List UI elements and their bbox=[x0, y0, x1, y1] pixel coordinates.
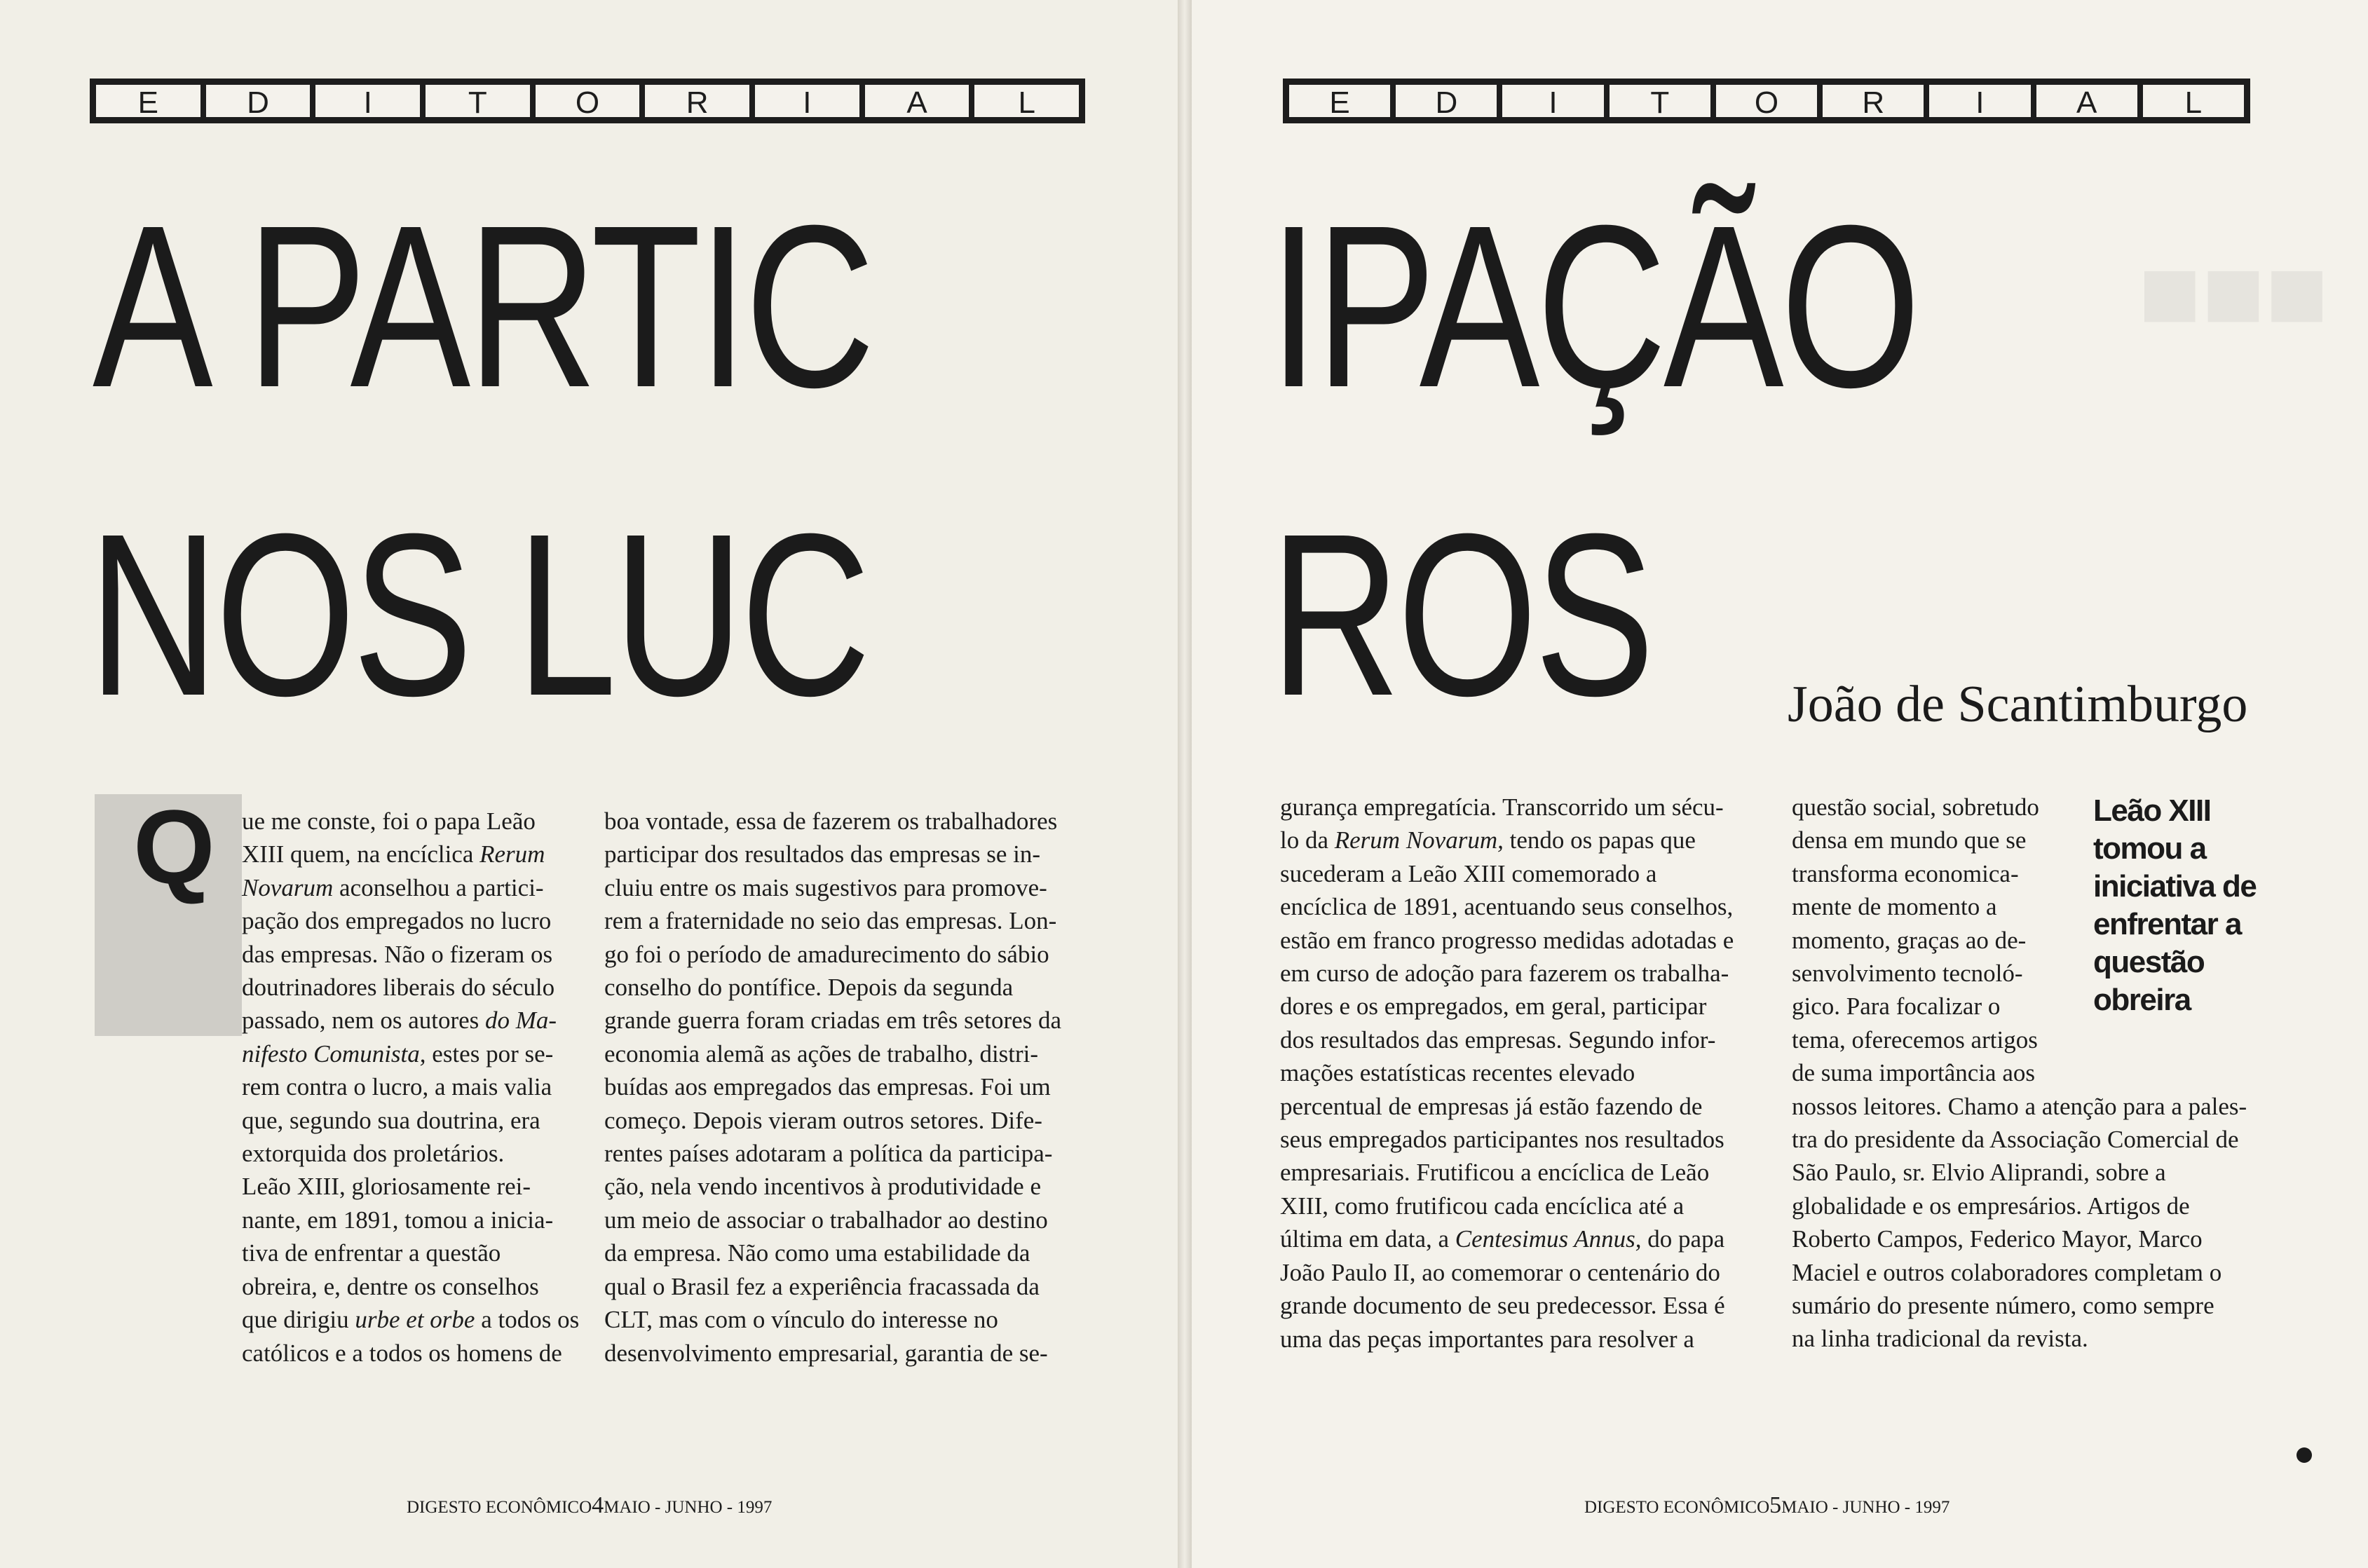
right-page bbox=[1192, 0, 2368, 1568]
text-line: passado, nem os autores do Ma- bbox=[242, 1007, 557, 1035]
issue-date: MAIO - JUNHO - 1997 bbox=[604, 1498, 773, 1517]
text-line: tema, oferecemos artigos bbox=[1792, 1025, 2038, 1054]
text-line: última em data, a Centesimus Annus, do papa bbox=[1280, 1225, 1725, 1253]
banner-letter: L bbox=[2143, 85, 2244, 117]
headline-line-2-left: NOS LUC bbox=[88, 485, 868, 744]
text-line: densa em mundo que se bbox=[1792, 826, 2027, 854]
text-line: Leão XIII, gloriosamente rei- bbox=[242, 1173, 531, 1201]
text-line: dos resultados das empresas. Segundo infor- bbox=[1280, 1025, 1716, 1054]
text-line: go foi o período de amadurecimento do sábio bbox=[604, 940, 1049, 968]
pull-quote-line: enfrentar a bbox=[2093, 907, 2241, 941]
text-line: grande guerra foram criadas em três setores da bbox=[604, 1007, 1062, 1035]
pull-quote bbox=[2093, 792, 2275, 1019]
pull-quote-line: questão bbox=[2093, 945, 2205, 979]
pull-quote-line: obreira bbox=[2093, 983, 2191, 1017]
headline-line-1-left: A PARTIC bbox=[93, 177, 872, 435]
text-line: qual o Brasil fez a experiência fracassada da bbox=[604, 1272, 1040, 1300]
text-line: João Paulo II, ao comemorar o centenário do bbox=[1280, 1258, 1720, 1286]
text-line: percentual de empresas já estão fazendo de bbox=[1280, 1092, 1703, 1120]
text-line: mente de momento a bbox=[1792, 893, 1997, 921]
text-line: economia alemã as ações de trabalho, distri- bbox=[604, 1039, 1039, 1068]
text-line: começo. Depois vieram outros setores. Dife- bbox=[604, 1106, 1042, 1134]
text-line: questão social, sobretudo bbox=[1792, 793, 2039, 821]
headline-line-1-right: IPAÇÃO bbox=[1269, 177, 1918, 435]
banner-letter: I bbox=[1929, 85, 2030, 117]
pull-quote-line: Leão XIII bbox=[2093, 793, 2211, 828]
text-line: globalidade e os empresários. Artigos de bbox=[1792, 1192, 2190, 1220]
banner-letter: D bbox=[1396, 85, 1497, 117]
text-line: buídas aos empregados das empresas. Foi um bbox=[604, 1073, 1051, 1101]
text-line: gurança empregatícia. Transcorrido um sécu- bbox=[1280, 793, 1724, 821]
text-line: seus empregados participantes nos resultados bbox=[1280, 1126, 1724, 1154]
end-of-article-bullet-icon bbox=[2296, 1447, 2312, 1463]
text-line: tiva de enfrentar a questão bbox=[242, 1239, 501, 1267]
text-line: empresariais. Frutificou a encíclica de Leão bbox=[1280, 1159, 1710, 1187]
banner-letter: D bbox=[206, 85, 311, 117]
text-line: nossos leitores. Chamo a atenção para a pales- bbox=[1792, 1092, 2247, 1120]
banner-letter: O bbox=[1716, 85, 1817, 117]
text-line: em curso de adoção para fazerem os trabalha- bbox=[1280, 960, 1729, 988]
text-line: extorquida dos proletários. bbox=[242, 1140, 505, 1168]
editorial-banner-right bbox=[1283, 79, 2250, 123]
publication-name: DIGESTO ECONÔMICO bbox=[407, 1498, 592, 1517]
banner-letter: I bbox=[315, 85, 420, 117]
banner-letter: A bbox=[865, 85, 969, 117]
banner-letter: R bbox=[645, 85, 749, 117]
text-line: momento, graças ao de- bbox=[1792, 926, 2027, 954]
page-number: 5 bbox=[1769, 1492, 1782, 1518]
text-line: XIII quem, na encíclica Rerum bbox=[242, 840, 545, 868]
left-column-2 bbox=[604, 805, 1091, 1370]
text-line: que, segundo sua doutrina, era bbox=[242, 1106, 540, 1134]
text-line: senvolvimento tecnoló- bbox=[1792, 960, 2023, 988]
text-line: das empresas. Não o fizeram os bbox=[242, 940, 553, 968]
text-line: dores e os empregados, em geral, participar bbox=[1280, 993, 1707, 1021]
text-line: na linha tradicional da revista. bbox=[1792, 1325, 2088, 1353]
text-line: pação dos empregados no lucro bbox=[242, 907, 552, 935]
text-line: tra do presidente da Associação Comercial de bbox=[1792, 1126, 2239, 1153]
page-footer-right bbox=[1584, 1493, 1949, 1520]
text-line: lo da Rerum Novarum, tendo os papas que bbox=[1280, 826, 1696, 854]
headline-line-2-right: ROS bbox=[1270, 485, 1652, 744]
editorial-banner-left bbox=[90, 79, 1085, 123]
issue-date: MAIO - JUNHO - 1997 bbox=[1781, 1498, 1950, 1517]
text-line: São Paulo, sr. Elvio Aliprandi, sobre a bbox=[1792, 1159, 2166, 1187]
text-line: sucederam a Leão XIII comemorado a bbox=[1280, 859, 1657, 887]
pull-quote-line: iniciativa de bbox=[2093, 869, 2257, 904]
show-through-texture: ■■■ bbox=[2138, 233, 2329, 350]
text-line: transforma economica- bbox=[1792, 859, 2019, 887]
text-line: gico. Para focalizar o bbox=[1792, 993, 2001, 1021]
text-line: ue me conste, foi o papa Leão bbox=[242, 807, 536, 835]
banner-letter: R bbox=[1823, 85, 1924, 117]
banner-letter: T bbox=[426, 85, 530, 117]
text-line: sumário do presente número, como sempre bbox=[1792, 1292, 2214, 1320]
text-line: desenvolvimento empresarial, garantia de se- bbox=[604, 1339, 1048, 1367]
pull-quote-line: tomou a bbox=[2093, 831, 2206, 866]
text-line: CLT, mas com o vínculo do interesse no bbox=[604, 1306, 998, 1334]
text-line: nifesto Comunista, estes por se- bbox=[242, 1039, 554, 1068]
text-line: mações estatísticas recentes elevado bbox=[1280, 1059, 1635, 1087]
text-line: boa vontade, essa de fazerem os trabalhadores bbox=[604, 807, 1058, 835]
page-footer-left bbox=[407, 1493, 772, 1520]
right-column-2-wide bbox=[1792, 1090, 2282, 1356]
text-line: Maciel e outros colaboradores completam o bbox=[1792, 1258, 2222, 1286]
text-line: grande documento de seu predecessor. Essa é bbox=[1280, 1292, 1725, 1320]
banner-letter: E bbox=[96, 85, 200, 117]
text-line: nante, em 1891, tomou a inicia- bbox=[242, 1206, 554, 1234]
text-line: XIII, como frutificou cada encíclica até a bbox=[1280, 1192, 1685, 1220]
text-line: de suma importância aos bbox=[1792, 1059, 2035, 1087]
banner-letter: I bbox=[755, 85, 859, 117]
publication-name: DIGESTO ECONÔMICO bbox=[1584, 1498, 1770, 1517]
text-line: da empresa. Não como uma estabilidade da bbox=[604, 1239, 1030, 1267]
text-line: doutrinadores liberais do século bbox=[242, 974, 555, 1002]
left-page bbox=[0, 0, 1178, 1568]
text-line: cluiu entre os mais sugestivos para promove- bbox=[604, 873, 1047, 901]
text-line: ção, nela vendo incentivos à produtividade e bbox=[604, 1173, 1041, 1201]
text-line: Roberto Campos, Federico Mayor, Marco bbox=[1792, 1225, 2203, 1253]
text-line: obreira, e, dentre os conselhos bbox=[242, 1272, 539, 1300]
text-line: conselho do pontífice. Depois da segunda bbox=[604, 974, 1014, 1002]
text-line: uma das peças importantes para resolver a bbox=[1280, 1325, 1694, 1353]
text-line: rem a fraternidade no seio das empresas. Lon- bbox=[604, 907, 1057, 935]
banner-letter: O bbox=[536, 85, 640, 117]
text-line: que dirigiu urbe et orbe a todos os bbox=[242, 1306, 580, 1334]
text-line: rentes países adotaram a política da participa- bbox=[604, 1140, 1053, 1168]
author-byline: João de Scantimburgo bbox=[1788, 676, 2248, 733]
banner-letter: I bbox=[1502, 85, 1603, 117]
text-line: participar dos resultados das empresas se in- bbox=[604, 840, 1041, 868]
text-line: estão em franco progresso medidas adotadas e bbox=[1280, 926, 1734, 954]
banner-letter: A bbox=[2036, 85, 2137, 117]
left-column-1 bbox=[242, 805, 582, 1370]
text-line: Novarum aconselhou a partici- bbox=[242, 873, 544, 901]
page-number: 4 bbox=[592, 1492, 604, 1518]
page-gutter bbox=[1178, 0, 1192, 1568]
drop-cap: Q bbox=[133, 788, 215, 906]
text-line: encíclica de 1891, acentuando seus conselhos, bbox=[1280, 893, 1734, 921]
banner-letter: E bbox=[1289, 85, 1390, 117]
text-line: católicos e a todos os homens de bbox=[242, 1339, 562, 1367]
text-line: rem contra o lucro, a mais valia bbox=[242, 1073, 552, 1101]
right-column-2-narrow bbox=[1792, 791, 2089, 1090]
right-column-1 bbox=[1280, 791, 1771, 1356]
text-line: um meio de associar o trabalhador ao destino bbox=[604, 1206, 1048, 1234]
banner-letter: T bbox=[1610, 85, 1710, 117]
banner-letter: L bbox=[974, 85, 1079, 117]
